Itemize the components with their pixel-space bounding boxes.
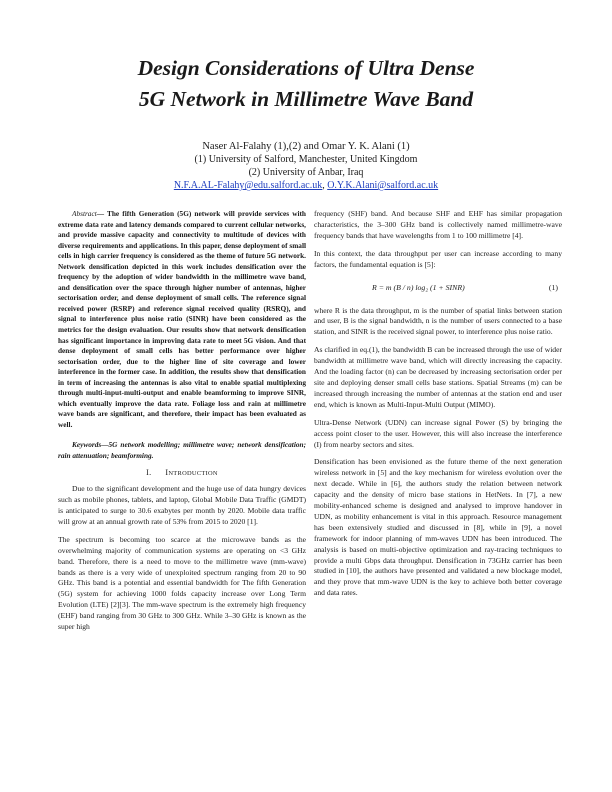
right-paragraph-6: Densification has been envisioned as the future theme of the next generation wireless network in [5] and the key mechanism for wireless evolution over the next decade. While in [6], the authors study the relation between network capacity and the density of micro base stations in HetNets. In [7], a new mobility-enhanced scheme is designed and analysed to improve handover in UDN, as mobility enhancement is vital in this approach. Resource management has been extensively studied and discussed in [8], while in [9], a novel framework for indoor planning of mm-waves UDN has been introduced. The analysis is based on multi-objective optimization and ray-tracing techniques to provide a multi Gbps data throughput. Densification in 73GHz carrier has been studied in [10], the authors have presented and validated a new blockage model, and they prove that mm-wave UDN is the key to achieve both better coverage and data rates. xyxy=(314,457,562,598)
section-title-rest: NTRODUCTION xyxy=(168,470,218,478)
abstract xyxy=(58,209,306,430)
equation-number: (1) xyxy=(548,282,558,292)
equation-1 xyxy=(314,278,562,300)
section-title-initial: I xyxy=(165,468,169,478)
left-column xyxy=(58,209,306,640)
equation-expression: R = m (B / n) log₂ (1 + SINR) xyxy=(372,282,465,292)
email-separator: , xyxy=(322,180,328,191)
right-paragraph-1: frequency (SHF) band. And because SHF and EHF has similar propagation characteristics, the 3–300 GHz band is collectively named millimetre-wave frequency bands that have wavelengths from 1 to 100 millimetre [4]. xyxy=(314,209,562,240)
section-heading-introduction xyxy=(58,468,306,480)
right-paragraph-4: As clarified in eq.(1), the bandwidth B can be increased through the use of wider bandwidth at millimetre wave band, which will directly increasing the capacity. And the loading factor (n) can be decreased by increasing sectorisation order per site and deploying denser small cells base stations. Spatial Streams (m) can be increased through increasing the number of antennas at the station end and user end, which is known as Multi-Input-Multi Output (MIMO). xyxy=(314,345,562,409)
section-number: I. xyxy=(146,468,152,478)
paper-title-line-1: Design Considerations of Ultra Dense xyxy=(137,56,475,80)
right-column xyxy=(314,209,562,606)
author-emails xyxy=(60,179,552,192)
intro-paragraph-1: Due to the significant development and the huge use of data hungry devices such as mobile phones, tablets, and laptop, Global Mobile Data Traffic (GMDT) is anticipated to surge to 30.6 exabytes per month by 2020. Mobile data traffic will grow at an annual growth rate of 53% from 2015 to 2020 [1]. xyxy=(58,484,306,526)
right-paragraph-2: In this context, the data throughput per user can increase according to many factors, the fundamental equation is [5]: xyxy=(314,248,562,269)
abstract-lead: Abstract xyxy=(72,209,97,218)
paper-title-line-2: 5G Network in Millimetre Wave Band xyxy=(138,87,474,111)
intro-paragraph-2: The spectrum is becoming too scarce at the microwave bands as the overwhelming majority of communication systems are operating on <3 GHz band. Therefore, there is a need to move to the millimetre wave (mm-wave) bands as there is a very wide of unexploited spectrum ranging from 20 to 90 GHz. This band is a potential and essential bandwidth for The fifth Generation (5G) system for achieving 1000 folds capacity increase over Long Term Evolution (LTE) [2][3]. The mm-wave spectrum is the extremely high frequency (EHF) band ranging from 30 GHz to 300 GHz. While 3–30 GHz is known as the super high xyxy=(58,534,306,632)
author-names: Naser Al-Falahy (1),(2) and Omar Y. K. Alani (1) xyxy=(202,141,410,152)
email-link-1[interactable]: N.F.A.AL-Falahy@edu.salford.ac.uk xyxy=(173,180,323,191)
affiliation-2: (2) University of Anbar, Iraq xyxy=(248,167,364,178)
right-paragraph-5: Ultra-Dense Network (UDN) can increase signal Power (S) by bringing the access point closer to the user. However, this will also increase the interference (I) from nearby sectors and sites. xyxy=(314,417,562,449)
right-paragraph-3: where R is the data throughput, m is the number of spatial links between station and user, B is the signal bandwidth, n is the number of users connected to a base station, and SINR is the received signal power, to interference plus noise ratio. xyxy=(314,305,562,337)
affiliation-1: (1) University of Salford, Manchester, United Kingdom xyxy=(194,154,418,165)
abstract-text: — The fifth Generation (5G) network will provide services with extreme data rate and latency demands compared to current cellular networks, and provide massive capacity and connectivity to multitude of devices with diverse requirements and applications. In this paper, dense deployment of small cells in high carrier frequency is considered as the theme of future 5G network. Network densification depicted in this work includes densification over the frequency by the adoption of wider bandwidth in the millimetre wave band, and densification over the space through higher number of antennas, higher sectorisation order, and dense deployment of small cells. The reference signal received power (RSRP) and reference signal received quality (RSRQ), and signal to interference plus noise ratio (SINR) have been considered as the metrics for the design evaluation. Our results show that network densification has significant importance in improving data rate to meet 5G vision. And that dense deployment of small cells has better performance over higher sectorisation order, due to the higher line of site coverage and lower interference in the former case. In addition, the results show that densification in term of increasing the antennas is also vital to enable spatial multiplexing through multi-input-multi-output and enable beamforming to improve SINR, which eventually improve the data rate. Foliage loss and rain at millimetre wave bands are significant, and therefore, their impact has been evaluated as well. xyxy=(58,209,306,429)
keywords: Keywords—5G network modelling; millimetre wave; network densification; rain attenuation; beamforming. xyxy=(58,440,306,460)
author-block xyxy=(60,140,552,192)
email-link-2[interactable]: O.Y.K.Alani@salford.ac.uk xyxy=(327,180,439,191)
